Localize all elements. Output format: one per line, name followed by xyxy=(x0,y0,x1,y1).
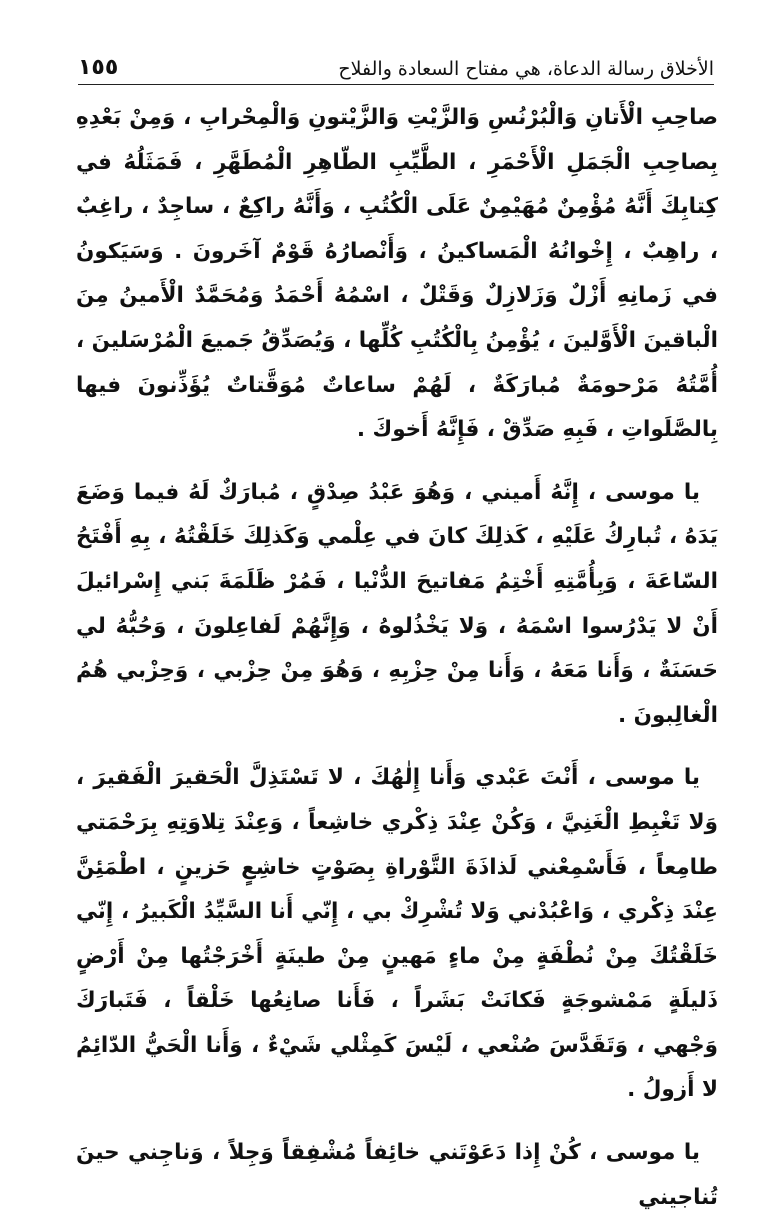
page-number: ١٥٥ xyxy=(78,55,119,80)
paragraph-4: يا موسى ، كُنْ إِذا دَعَوْتَني خائِفاً مُشْفِقاً وَجِلاً ، وَناجِني حينَ تُناجيني xyxy=(76,1140,718,1210)
body-text xyxy=(76,96,718,1220)
paragraph-3: يا موسى ، أَنْتَ عَبْدي وَأَنا إِلٰهُكَ ، لا تَسْتَذِلَّ الْحَقيرَ الْفَقيرَ ، وَلا تَغْبِطِ الْغَنِيَّ ، وَكُنْ عِنْدَ ذِكْري خاشِعاً ، وَعِنْدَ تِلاوَتِهِ بِرَحْمَتي طامِعاً ، فَأَسْمِعْني لَذاذَةَ التَّوْراةِ بِصَوْتٍ خاشِعٍ حَزينٍ ، اطْمَئِنَّ عِنْدَ ذِكْري ، وَاعْبُدْني وَلا تُشْرِكْ بي ، إِنّي أَنا السَّيِّدُ الْكَبيرُ ، إِنّي خَلَقْتُكَ مِنْ نُطْفَةٍ مِنْ ماءٍ مَهينٍ مِنْ طينَةٍ أَخْرَجْتُها مِنْ أَرْضٍ ذَليلَةٍ مَمْشوجَةٍ فَكانَتْ بَشَراً ، فَأَنا صانِعُها خَلْقاً ، فَتَبارَكَ وَجْهي ، وَتَقَدَّسَ صُنْعي ، لَيْسَ كَمِثْلي شَيْءٌ ، وَأَنا الْحَيُّ الدّائِمُ لا أَزولُ . xyxy=(76,765,718,1103)
paragraph-1: صاحِبِ الْأَتانِ وَالْبُرْنُسِ وَالزَّيْتِ وَالزَّيْتونِ وَالْمِحْرابِ ، وَمِنْ بَعْدِهِ بِصاحِبِ الْجَمَلِ الْأَحْمَرِ ، الطَّيِّبِ الطّاهِرِ الْمُطَهَّرِ ، فَمَثَلُهُ في كِتابِكَ أَنَّهُ مُؤْمِنٌ مُهَيْمِنٌ عَلَى الْكُتُبِ ، وَأَنَّهُ راكِعٌ ، ساجِدٌ ، راغِبٌ ، راهِبٌ ، إِخْوانُهُ الْمَساكينُ ، وَأَنْصارُهُ قَوْمٌ آخَرونَ . وَسَيَكونُ في زَمانِهِ أَزْلٌ وَزَلازِلٌ وَقَتْلٌ ، اسْمُهُ أَحْمَدُ وَمُحَمَّدٌ الْأَمينُ مِنَ الْباقينَ الْأَوَّلينَ ، يُؤْمِنُ بِالْكُتُبِ كُلِّها ، وَيُصَدِّقُ جَميعَ الْمُرْسَلينَ ، أُمَّتُهُ مَرْحومَةٌ مُبارَكَةٌ ، لَهُمْ ساعاتٌ مُوَقَّتاتٌ يُؤَذِّنونَ فيها بِالصَّلَواتِ ، فَبِهِ صَدِّقْ ، فَإِنَّهُ أَخوكَ . xyxy=(76,105,718,443)
header-title: الأخلاق رسالة الدعاة، هي مفتاح السعادة والفلاح xyxy=(338,58,714,80)
paragraph-2: يا موسى ، إِنَّهُ أَميني ، وَهُوَ عَبْدُ صِدْقٍ ، مُبارَكٌ لَهُ فيما وَضَعَ يَدَهُ ، تُبارِكُ عَلَيْهِ ، كَذلِكَ كانَ في عِلْمي وَكَذلِكَ خَلَقْتُهُ ، بِهِ أَفْتَحُ السّاعَةَ ، وَبِأُمَّتِهِ أَخْتِمُ مَفاتيحَ الدُّنْيا ، فَمُرْ ظَلَمَةَ بَني إِسْرائيلَ أَنْ لا يَدْرُسوا اسْمَهُ ، وَلا يَخْذُلوهُ ، وَإِنَّهُمْ لَفاعِلونَ ، وَحُبُّهُ لي حَسَنَةٌ ، وَأَنا مَعَهُ ، وَأَنا مِنْ حِزْبِهِ ، وَهُوَ مِنْ حِزْبي ، وَحِزْبي هُمُ الْغالِبونَ . xyxy=(76,479,718,728)
running-header xyxy=(78,42,714,85)
